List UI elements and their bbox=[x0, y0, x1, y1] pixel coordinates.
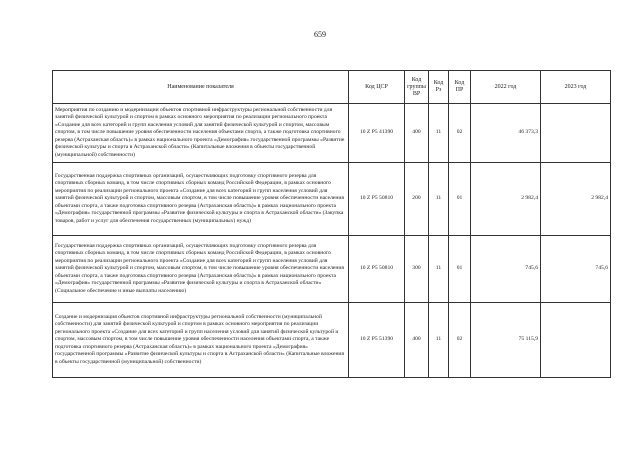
row-rz: 11 bbox=[429, 236, 449, 303]
row-vr: 300 bbox=[405, 236, 429, 303]
table-row bbox=[53, 163, 611, 236]
table-row bbox=[53, 104, 611, 163]
row-name: Создание и модернизация объектов спортивной инфраструктуры региональной собственности (муниципальной собственности) для занятий физической культурой и спортом в рамках основного мероприятия по реализации регионального проекта «Создание для всех категорий и групп населения условий для занятий физической культурой и спортом, массовым спортом, в том числе повышение уровня обеспеченности населения объектами спорта, а также подготовка спортивного резерва (Астраханская область)» в рамках национального проекта «Демография» государственной программы «Развитие физической культуры и спорта в Астраханской области» (Капитальные вложения в объекты государственной (муниципальной) собственности) bbox=[53, 303, 349, 378]
page-number: 659 bbox=[314, 30, 326, 39]
row-csr: 10 Z P5 50810 bbox=[349, 236, 405, 303]
row-2022: 745,6 bbox=[471, 236, 541, 303]
row-2022: 46 373,3 bbox=[471, 104, 541, 163]
header-2022: 2022 год bbox=[471, 71, 541, 104]
header-row bbox=[53, 71, 611, 104]
row-rz: 11 bbox=[429, 303, 449, 378]
row-vr: 400 bbox=[405, 104, 429, 163]
row-2023 bbox=[541, 303, 611, 378]
header-csr: Код ЦСР bbox=[349, 71, 405, 104]
row-name: Государственная поддержка спортивных организаций, осуществляющих подготовку спортивного резерва для спортивных сборных команд, в том числе спортивных сборных команд Российской Федерации, в рамках основного мероприятия по реализации регионального проекта «Создание для всех категорий и групп населения условий для занятий физической культурой и спортом, массовым спортом, в том числе повышение уровня обеспеченности населения объектами спорта, а также подготовка спортивного резерва (Астраханская область)» в рамках национального проекта «Демография» государственной программы «Развитие физической культуры и спорта в Астраханской области» (Закупка товаров, работ и услуг для обеспечения государственных (муниципальных) нужд) bbox=[53, 163, 349, 236]
header-vr: Код группы ВР bbox=[405, 71, 429, 104]
header-name: Наименование показателя bbox=[53, 71, 349, 104]
row-2022: 2 982,4 bbox=[471, 163, 541, 236]
row-2023 bbox=[541, 104, 611, 163]
table-row bbox=[53, 303, 611, 378]
header-rz: Код Рз bbox=[429, 71, 449, 104]
row-rz: 11 bbox=[429, 104, 449, 163]
row-csr: 10 Z P5 50810 bbox=[349, 163, 405, 236]
row-2022: 75 115,9 bbox=[471, 303, 541, 378]
header-pr: Код ПР bbox=[449, 71, 471, 104]
row-name: Государственная поддержка спортивных организаций, осуществляющих подготовку спортивного резерва для спортивных сборных команд, в том числе спортивных сборных команд Российской Федерации, в рамках основного мероприятия по реализации регионального проекта «Создание для всех категорий и групп населения условий для занятий физической культурой и спортом, массовым спортом, в том числе повышение уровня обеспеченности населения объектами спорта, а также подготовка спортивного резерва (Астраханская область)» в рамках национального проекта «Демография» государственной программы «Развитие физической культуры и спорта в Астраханской области» (Социальное обеспечение и иные выплаты населению) bbox=[53, 236, 349, 303]
row-rz: 11 bbox=[429, 163, 449, 236]
row-pr: 01 bbox=[449, 163, 471, 236]
row-2023: 745,6 bbox=[541, 236, 611, 303]
row-csr: 10 Z P5 41390 bbox=[349, 104, 405, 163]
table-row bbox=[53, 236, 611, 303]
row-pr: 01 bbox=[449, 236, 471, 303]
row-pr: 02 bbox=[449, 104, 471, 163]
budget-table bbox=[52, 70, 611, 378]
row-vr: 400 bbox=[405, 303, 429, 378]
header-2023: 2023 год bbox=[541, 71, 611, 104]
row-name: Мероприятия по созданию и модернизации объектов спортивной инфраструктуры региональной собственности для занятий физической культурой и спортом в рамках основного мероприятия по реализации регионального проекта «Создание для всех категорий и групп населения условий для занятий физической культурой и спортом, массовым спортом, в том числе повышение уровня обеспеченности населения объектами спорта, а также подготовка спортивного резерва (Астраханская область)» в рамках национального проекта «Демография» государственной программы «Развитие физической культуры и спорта в Астраханской области» (Капитальные вложения в объекты государственной (муниципальной) собственности) bbox=[53, 104, 349, 163]
row-vr: 200 bbox=[405, 163, 429, 236]
row-pr: 02 bbox=[449, 303, 471, 378]
row-csr: 10 Z P5 51390 bbox=[349, 303, 405, 378]
row-2023: 2 982,4 bbox=[541, 163, 611, 236]
